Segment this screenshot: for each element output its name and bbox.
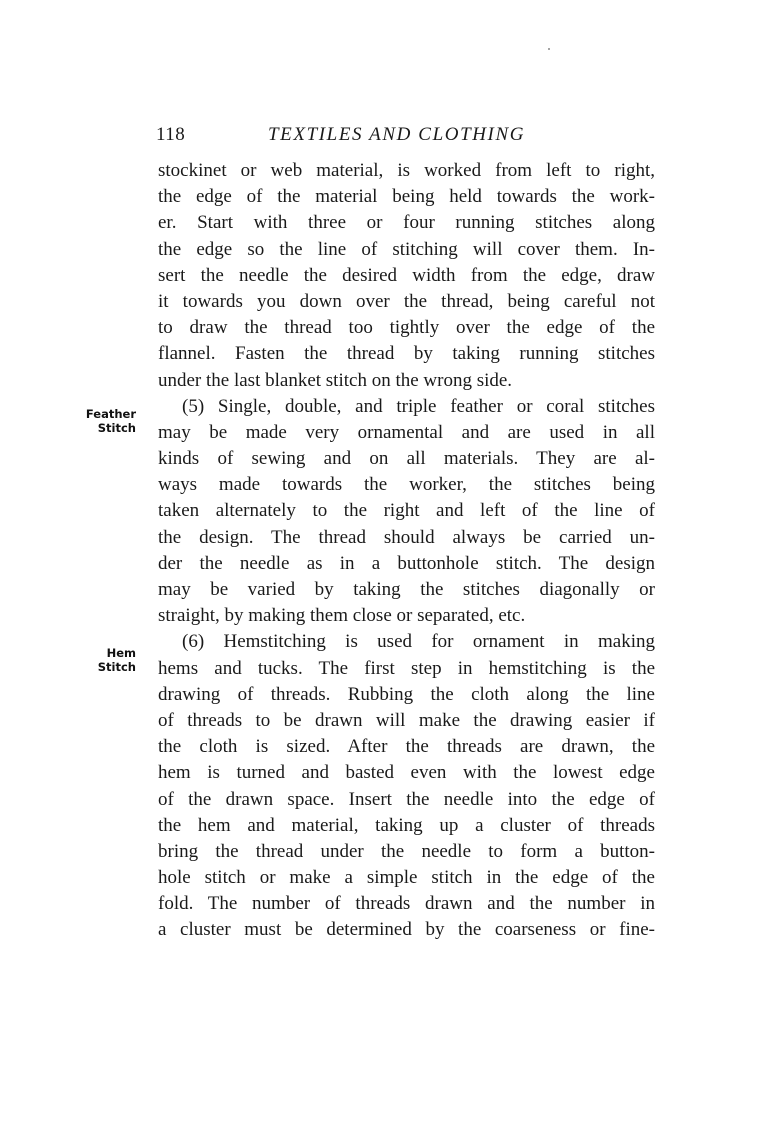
- paragraph-5-start: (5) Single, double, and triple feather or coral stitches: [182, 395, 655, 417]
- text-line: sert the needle the desired width from the edge, draw: [158, 264, 655, 286]
- text-line: taken alternately to the right and left of the line of: [158, 500, 655, 522]
- text-line: drawing of threads. Rubbing the cloth along the line: [158, 683, 655, 705]
- text-line: it towards you down over the thread, being careful not: [158, 290, 655, 312]
- text-line: of threads to be drawn will make the drawing easier if: [158, 709, 655, 731]
- text-line: flannel. Fasten the thread by taking running stitches: [158, 343, 655, 365]
- body-text: [158, 158, 655, 944]
- text-line: bring the thread under the needle to form a button-: [158, 840, 655, 862]
- text-line: stockinet or web material, is worked from left to right,: [158, 160, 655, 181]
- text-line: to draw the thread too tightly over the edge of the: [158, 317, 655, 339]
- page-number: 118: [156, 124, 186, 145]
- sidenote-hem-stitch: [78, 646, 136, 674]
- text-line: kinds of sewing and on all materials. They are al-: [158, 448, 655, 470]
- running-title: TEXTILES AND CLOTHING: [268, 124, 526, 145]
- text-line: the cloth is sized. After the threads are drawn, the: [158, 736, 655, 758]
- page-header: [156, 122, 656, 148]
- text-line: ways made towards the worker, the stitches being: [158, 474, 655, 496]
- text-line: may be made very ornamental and are used in all: [158, 421, 655, 443]
- sidenote-feather-stitch-line-2: Stitch: [97, 421, 136, 435]
- text-line: fold. The number of threads drawn and the number in: [158, 893, 655, 915]
- paragraph-6-start: (6) Hemstitching is used for ornament in making: [182, 631, 655, 653]
- text-line: straight, by making them close or separated, etc.: [158, 605, 526, 627]
- sidenote-feather-stitch: [78, 407, 136, 435]
- text-line: of the drawn space. Insert the needle into the edge of: [158, 788, 655, 810]
- text-line: hole stitch or make a simple stitch in the edge of the: [158, 867, 655, 889]
- text-line: a cluster must be determined by the coarseness or fine-: [158, 919, 655, 941]
- text-line: may be varied by taking the stitches diagonally or: [158, 579, 655, 600]
- text-line: der the needle as in a buttonhole stitch. The design: [158, 552, 655, 574]
- text-line: under the last blanket stitch on the wrong side.: [158, 369, 513, 391]
- text-line: er. Start with three or four running stitches along: [158, 212, 655, 234]
- sidenote-hem-stitch-line-2: Stitch: [97, 660, 136, 674]
- scan-speck: [548, 48, 550, 50]
- text-line: the design. The thread should always be carried un-: [158, 526, 655, 548]
- sidenote-hem-stitch-line-1: Hem: [106, 646, 136, 660]
- text-line: the hem and material, taking up a cluster of threads: [158, 814, 655, 836]
- text-line: hem is turned and basted even with the lowest edge: [158, 762, 655, 784]
- text-line: the edge of the material being held towards the work-: [158, 186, 655, 208]
- text-line: hems and tucks. The first step in hemstitching is the: [158, 657, 655, 679]
- text-line: the edge so the line of stitching will cover them. In-: [158, 238, 655, 260]
- sidenote-feather-stitch-line-1: Feather: [85, 407, 136, 421]
